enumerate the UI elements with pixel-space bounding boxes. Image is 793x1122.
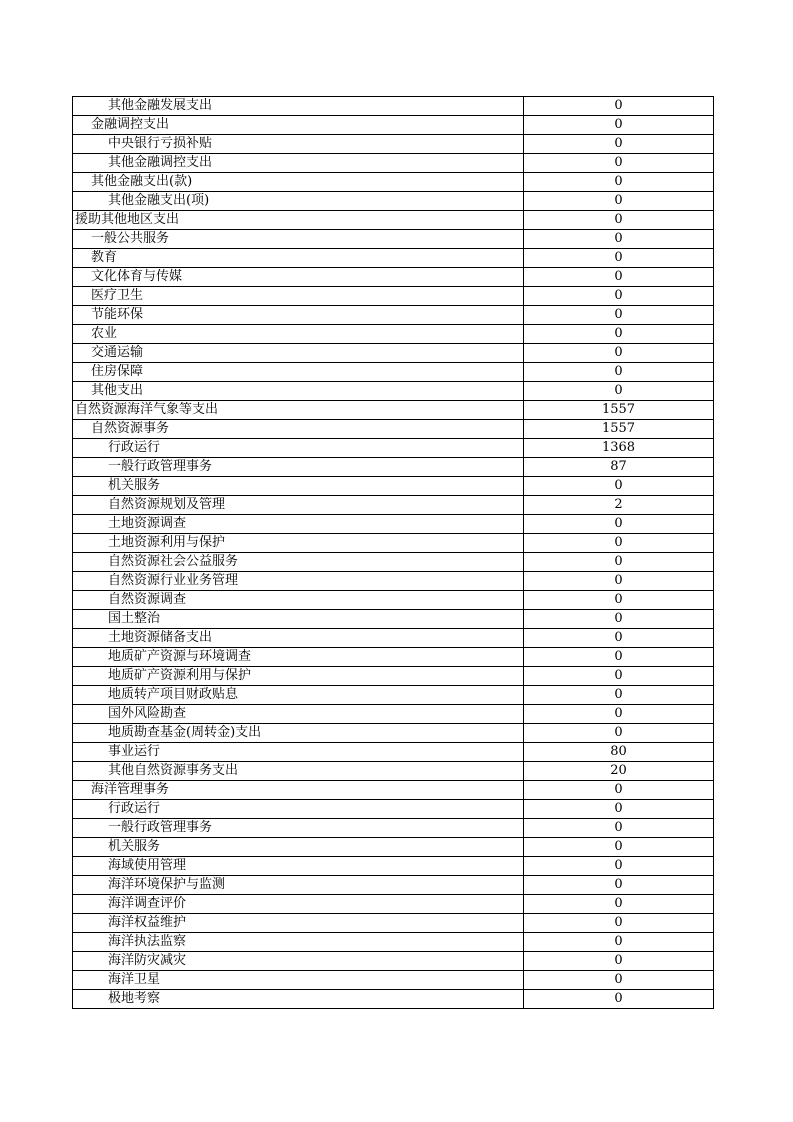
table-row [73,952,714,971]
table-row [73,629,714,648]
item-name-cell: 行政运行 [73,439,524,458]
table-row [73,344,714,363]
item-name-cell: 援助其他地区支出 [73,211,524,230]
table-row [73,781,714,800]
item-name-cell: 其他金融调控支出 [73,154,524,173]
amount-cell: 0 [524,211,714,230]
table-body [73,97,714,1009]
item-name-cell: 教育 [73,249,524,268]
table-row [73,249,714,268]
item-name-cell: 海洋环境保护与监测 [73,876,524,895]
table-row [73,515,714,534]
amount-cell: 0 [524,667,714,686]
table-row [73,458,714,477]
item-name-cell: 土地资源调查 [73,515,524,534]
amount-cell: 0 [524,192,714,211]
amount-cell: 0 [524,895,714,914]
table-row [73,553,714,572]
item-name-cell: 事业运行 [73,743,524,762]
item-name-cell: 节能环保 [73,306,524,325]
item-name-cell: 地质矿产资源利用与保护 [73,667,524,686]
table-row [73,743,714,762]
table-row [73,572,714,591]
amount-cell: 0 [524,781,714,800]
amount-cell: 0 [524,382,714,401]
item-name-cell: 自然资源规划及管理 [73,496,524,515]
amount-cell: 0 [524,971,714,990]
amount-cell: 0 [524,914,714,933]
table-row [73,705,714,724]
table-row [73,477,714,496]
item-name-cell: 医疗卫生 [73,287,524,306]
amount-cell: 87 [524,458,714,477]
table-row [73,287,714,306]
item-name-cell: 地质矿产资源与环境调查 [73,648,524,667]
table-row [73,496,714,515]
table-row [73,610,714,629]
amount-cell: 20 [524,762,714,781]
expenditure-table [72,96,714,1009]
amount-cell: 0 [524,686,714,705]
amount-cell: 0 [524,306,714,325]
table-row [73,667,714,686]
amount-cell: 0 [524,876,714,895]
amount-cell: 0 [524,857,714,876]
item-name-cell: 自然资源行业业务管理 [73,572,524,591]
table-row [73,420,714,439]
item-name-cell: 自然资源社会公益服务 [73,553,524,572]
item-name-cell: 中央银行亏损补贴 [73,135,524,154]
item-name-cell: 一般公共服务 [73,230,524,249]
item-name-cell: 地质勘查基金(周转金)支出 [73,724,524,743]
amount-cell: 0 [524,97,714,116]
amount-cell: 0 [524,230,714,249]
table-row [73,382,714,401]
table-row [73,819,714,838]
item-name-cell: 行政运行 [73,800,524,819]
table-row [73,800,714,819]
amount-cell: 0 [524,952,714,971]
amount-cell: 0 [524,363,714,382]
table-row [73,135,714,154]
amount-cell: 0 [524,610,714,629]
table-row [73,933,714,952]
table-row [73,268,714,287]
item-name-cell: 土地资源利用与保护 [73,534,524,553]
item-name-cell: 海域使用管理 [73,857,524,876]
amount-cell: 0 [524,173,714,192]
item-name-cell: 机关服务 [73,477,524,496]
item-name-cell: 自然资源调查 [73,591,524,610]
table-row [73,990,714,1009]
item-name-cell: 国外风险勘查 [73,705,524,724]
amount-cell: 0 [524,800,714,819]
table-row [73,97,714,116]
item-name-cell: 其他金融支出(项) [73,192,524,211]
table-row [73,914,714,933]
table-row [73,534,714,553]
amount-cell: 0 [524,135,714,154]
amount-cell: 2 [524,496,714,515]
item-name-cell: 海洋调查评价 [73,895,524,914]
amount-cell: 1557 [524,420,714,439]
table-row [73,762,714,781]
amount-cell: 0 [524,515,714,534]
item-name-cell: 机关服务 [73,838,524,857]
amount-cell: 0 [524,572,714,591]
amount-cell: 0 [524,838,714,857]
item-name-cell: 海洋执法监察 [73,933,524,952]
item-name-cell: 金融调控支出 [73,116,524,135]
item-name-cell: 一般行政管理事务 [73,819,524,838]
amount-cell: 0 [524,933,714,952]
amount-cell: 0 [524,116,714,135]
amount-cell: 0 [524,325,714,344]
table-row [73,401,714,420]
table-row [73,325,714,344]
item-name-cell: 文化体育与传媒 [73,268,524,287]
amount-cell: 0 [524,648,714,667]
item-name-cell: 自然资源海洋气象等支出 [73,401,524,420]
item-name-cell: 海洋管理事务 [73,781,524,800]
amount-cell: 0 [524,477,714,496]
item-name-cell: 住房保障 [73,363,524,382]
table-row [73,686,714,705]
table-row [73,724,714,743]
table-row [73,192,714,211]
table-row [73,971,714,990]
amount-cell: 0 [524,249,714,268]
amount-cell: 0 [524,629,714,648]
table-row [73,116,714,135]
item-name-cell: 海洋防灾减灾 [73,952,524,971]
amount-cell: 0 [524,154,714,173]
table-row [73,648,714,667]
table-row [73,363,714,382]
item-name-cell: 地质转产项目财政贴息 [73,686,524,705]
amount-cell: 0 [524,287,714,306]
amount-cell: 80 [524,743,714,762]
table-row [73,230,714,249]
table-row [73,211,714,230]
amount-cell: 0 [524,268,714,287]
table-row [73,439,714,458]
amount-cell: 1368 [524,439,714,458]
amount-cell: 0 [524,819,714,838]
table-row [73,154,714,173]
table-row [73,173,714,192]
amount-cell: 0 [524,705,714,724]
table-row [73,876,714,895]
item-name-cell: 极地考察 [73,990,524,1009]
amount-cell: 1557 [524,401,714,420]
item-name-cell: 海洋卫星 [73,971,524,990]
table-row [73,591,714,610]
table-row [73,838,714,857]
item-name-cell: 其他自然资源事务支出 [73,762,524,781]
amount-cell: 0 [524,344,714,363]
item-name-cell: 海洋权益维护 [73,914,524,933]
item-name-cell: 交通运输 [73,344,524,363]
amount-cell: 0 [524,724,714,743]
item-name-cell: 其他金融发展支出 [73,97,524,116]
item-name-cell: 农业 [73,325,524,344]
item-name-cell: 其他金融支出(款) [73,173,524,192]
item-name-cell: 一般行政管理事务 [73,458,524,477]
amount-cell: 0 [524,990,714,1009]
amount-cell: 0 [524,553,714,572]
table-row [73,306,714,325]
table-row [73,857,714,876]
item-name-cell: 其他支出 [73,382,524,401]
item-name-cell: 土地资源储备支出 [73,629,524,648]
table-row [73,895,714,914]
item-name-cell: 国土整治 [73,610,524,629]
item-name-cell: 自然资源事务 [73,420,524,439]
amount-cell: 0 [524,591,714,610]
amount-cell: 0 [524,534,714,553]
